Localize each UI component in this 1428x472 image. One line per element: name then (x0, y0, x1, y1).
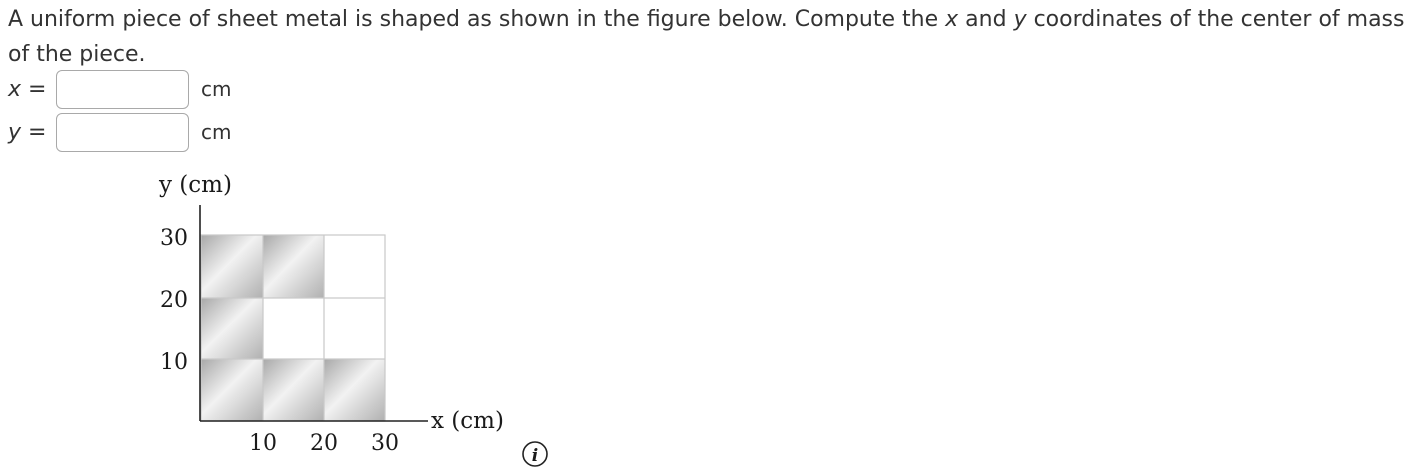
answer-equals-x: = (21, 76, 47, 102)
y-tick-label-30: 30 (160, 226, 188, 251)
question-var-x: x (945, 7, 959, 32)
metal-square-col1-row1 (201, 359, 263, 421)
x-axis-label: x (cm) (431, 408, 504, 434)
y-tick-label-20: 20 (160, 288, 188, 313)
metal-square-col1-row3 (201, 235, 263, 298)
x-tick-label-10: 10 (249, 431, 277, 456)
answer-var-x: x (8, 76, 22, 102)
y-axis-label: y (cm) (159, 172, 232, 198)
question-text-part2: and (958, 7, 1014, 32)
x-unit-label: cm (201, 77, 232, 101)
metal-square-col3-row1 (324, 359, 385, 421)
x-tick-label-20: 20 (310, 431, 338, 456)
y-unit-label: cm (201, 120, 232, 144)
metal-square-col1-row2 (201, 298, 263, 359)
svg-text:i: i (531, 446, 539, 466)
x-tick-label-30: 30 (371, 431, 399, 456)
answer-var-y: y (8, 119, 22, 145)
question-var-y: y (1013, 7, 1027, 32)
question-text-part1: A uniform piece of sheet metal is shaped as shown in the figure below. Compute the (8, 7, 946, 32)
question-text-part3: coordinates of the center of mass of the piece. (8, 7, 1405, 67)
y-tick-label-10: 10 (160, 350, 188, 375)
metal-square-col2-row3 (263, 235, 324, 298)
answer-equals-y: = (21, 119, 47, 145)
info-icon[interactable] (523, 442, 547, 466)
metal-square-col2-row1 (263, 359, 324, 421)
